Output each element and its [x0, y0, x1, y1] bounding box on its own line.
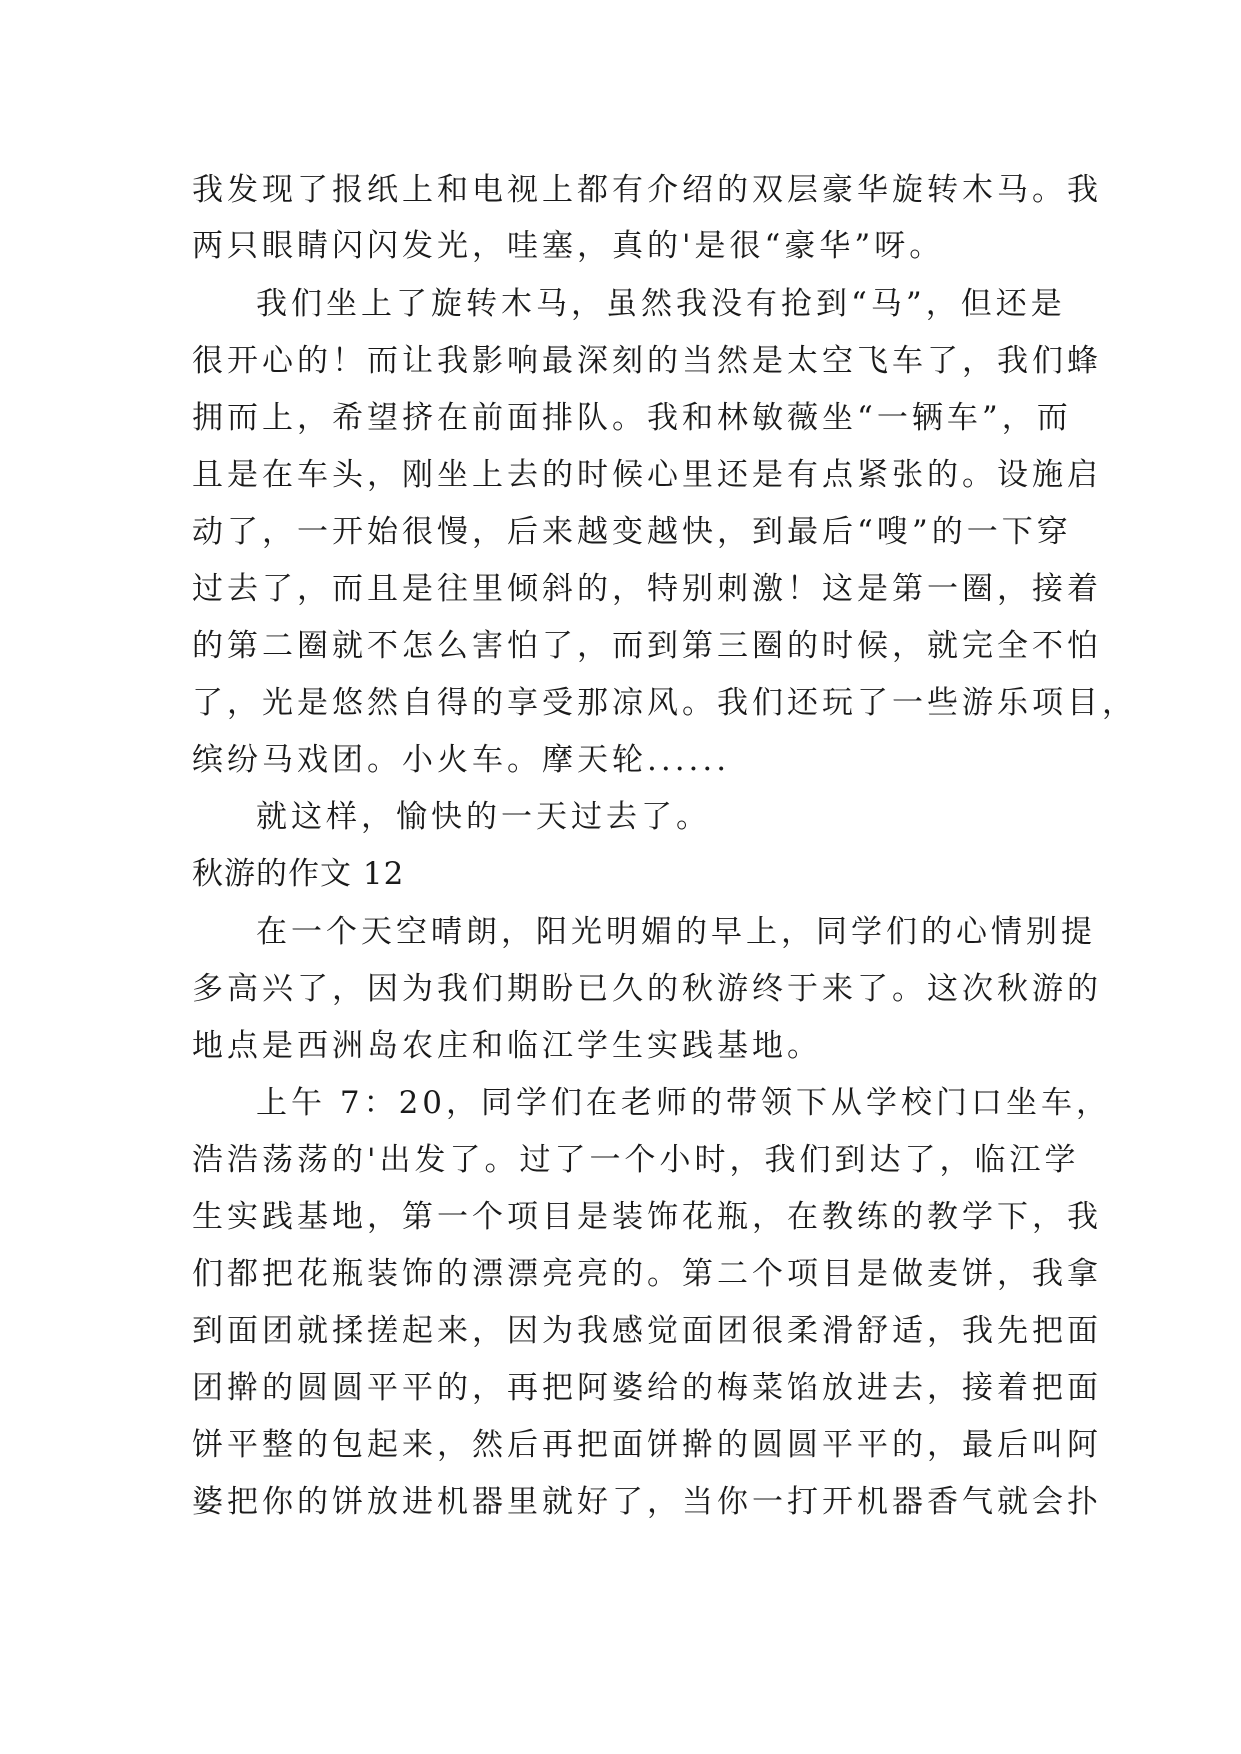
text-line: 饼平整的包起来，然后再把面饼擀的圆圆平平的，最后叫阿 — [192, 1427, 1102, 1463]
text-line: 就这样，愉快的一天过去了。 — [256, 799, 711, 835]
text-line: 团擀的圆圆平平的，再把阿婆给的梅菜馅放进去，接着把面 — [192, 1370, 1102, 1406]
text-line: 到面团就揉搓起来，因为我感觉面团很柔滑舒适，我先把面 — [192, 1313, 1102, 1349]
text-line: 缤纷马戏团。小火车。摩天轮...... — [192, 742, 731, 778]
text-line: 我发现了报纸上和电视上都有介绍的双层豪华旋转木马。我 — [192, 172, 1102, 208]
text-line: 了，光是悠然自得的享受那凉风。我们还玩了一些游乐项目， — [192, 685, 1137, 721]
text-line: 婆把你的饼放进机器里就好了，当你一打开机器香气就会扑 — [192, 1484, 1102, 1520]
text-line: 上午 7：20，同学们在老师的带领下从学校门口坐车， — [256, 1085, 1112, 1121]
text-line: 两只眼睛闪闪发光，哇塞，真的'是很“豪华”呀。 — [192, 228, 945, 264]
text-line: 动了，一开始很慢，后来越变越快，到最后“嗖”的一下穿 — [192, 514, 1072, 550]
text-line: 们都把花瓶装饰的漂漂亮亮的。第二个项目是做麦饼，我拿 — [192, 1256, 1102, 1292]
text-line: 的第二圈就不怎么害怕了，而到第三圈的时候，就完全不怕 — [192, 628, 1102, 664]
text-line: 且是在车头，刚坐上去的时候心里还是有点紧张的。设施启 — [192, 457, 1102, 493]
text-line: 过去了，而且是往里倾斜的，特别刺激！这是第一圈，接着 — [192, 571, 1102, 607]
text-line: 地点是西洲岛农庄和临江学生实践基地。 — [192, 1028, 822, 1064]
text-line: 我们坐上了旋转木马，虽然我没有抢到“马”，但还是 — [256, 286, 1066, 322]
text-line: 多高兴了，因为我们期盼已久的秋游终于来了。这次秋游的 — [192, 971, 1102, 1007]
text-line: 很开心的！而让我影响最深刻的当然是太空飞车了，我们蜂 — [192, 343, 1102, 379]
text-line: 拥而上，希望挤在前面排队。我和林敏薇坐“一辆车”，而 — [192, 400, 1072, 436]
text-line: 浩浩荡荡的'出发了。过了一个小时，我们到达了，临江学 — [192, 1142, 1080, 1178]
section-heading: 秋游的作文 12 — [192, 856, 405, 892]
text-line: 生实践基地，第一个项目是装饰花瓶，在教练的教学下，我 — [192, 1199, 1102, 1235]
text-line: 在一个天空晴朗，阳光明媚的早上，同学们的心情别提 — [256, 914, 1096, 950]
